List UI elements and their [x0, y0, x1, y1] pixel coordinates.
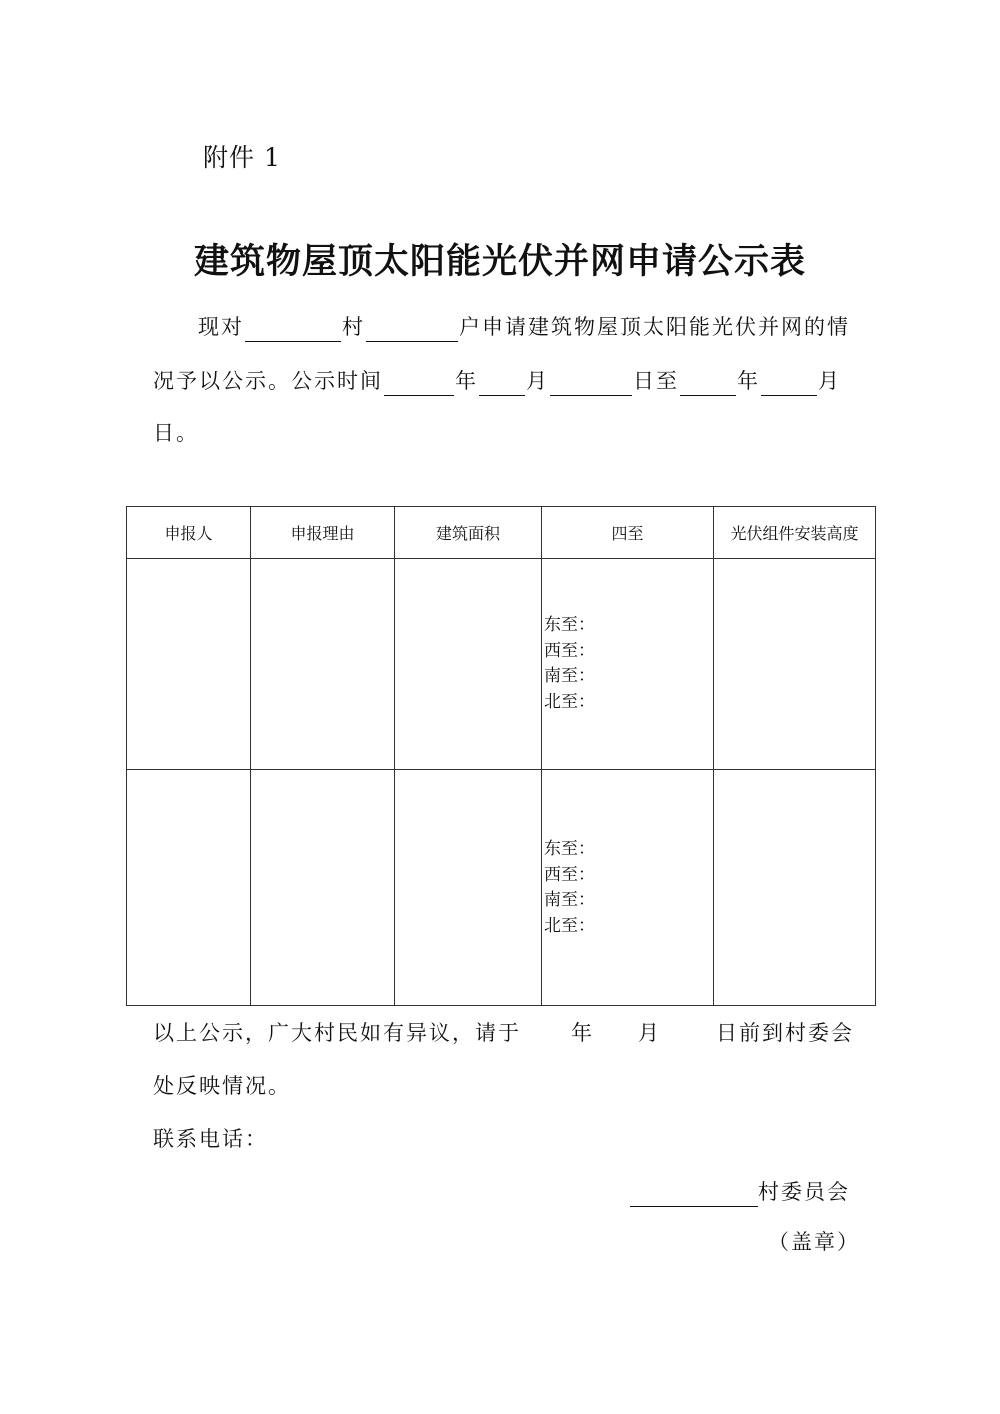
- west-boundary-label: 西至：: [544, 864, 595, 885]
- install-height-cell: [714, 559, 876, 770]
- table-row: [127, 559, 876, 770]
- header-applicant: 申报人: [127, 507, 251, 559]
- objection-year-label: 年: [571, 1021, 594, 1045]
- page-title: 建筑物屋顶太阳能光伏并网申请公示表: [193, 242, 806, 282]
- table-header-row: [127, 507, 876, 559]
- objection-line-1: [153, 1018, 521, 1048]
- reason-cell: [251, 770, 395, 1006]
- end-year-blank: [680, 371, 736, 396]
- intro-text: 村: [342, 315, 365, 339]
- start-day-blank: [550, 371, 632, 396]
- intro-line-3: [153, 418, 199, 448]
- south-boundary-label: 南至：: [544, 666, 595, 686]
- committee-label: 村委员会: [758, 1180, 850, 1204]
- building-area-cell: [395, 770, 542, 1006]
- start-year-blank: [384, 371, 454, 396]
- header-boundaries: 四至: [542, 507, 714, 559]
- objection-deadline-text: 日前到村委会: [716, 1021, 854, 1045]
- publicity-table: [126, 506, 876, 1006]
- install-height-cell: [714, 770, 876, 1006]
- household-blank: [366, 317, 458, 342]
- boundaries-cell: [542, 770, 714, 1006]
- table-row: [127, 770, 876, 1006]
- intro-text: 日至: [633, 369, 679, 393]
- intro-text: 现对: [198, 315, 244, 339]
- west-boundary-label: 西至：: [544, 640, 595, 661]
- applicant-cell: [127, 770, 251, 1006]
- village-blank: [245, 317, 341, 342]
- intro-text: 年: [455, 369, 478, 393]
- east-boundary-label: 东至：: [544, 615, 595, 635]
- committee-name-blank: [630, 1182, 758, 1207]
- building-area-cell: [395, 559, 542, 770]
- applicant-cell: [127, 559, 251, 770]
- intro-text: 户申请建筑物屋顶太阳能光伏并网的情: [459, 315, 850, 339]
- intro-text: 况予以公示。公示时间: [153, 369, 383, 393]
- north-boundary-label: 北至：: [544, 691, 595, 712]
- boundaries-cell: [542, 559, 714, 770]
- header-install-height: 光伏组件安装高度: [714, 507, 876, 559]
- objection-month-label: 月: [638, 1021, 661, 1045]
- attachment-label: 附件 1: [203, 143, 281, 172]
- intro-text: 日。: [153, 421, 199, 445]
- intro-text: 月: [818, 369, 841, 393]
- objection-line-2: 处反映情况。: [153, 1074, 291, 1098]
- intro-text: 月: [526, 369, 549, 393]
- east-boundary-label: 东至：: [544, 839, 595, 859]
- contact-phone-label: 联系电话：: [153, 1127, 268, 1151]
- objection-text: 以上公示，广大村民如有异议，请于: [153, 1021, 521, 1045]
- north-boundary-label: 北至：: [544, 915, 595, 936]
- header-reason: 申报理由: [251, 507, 395, 559]
- seal-label: （盖章）: [768, 1230, 860, 1254]
- header-building-area: 建筑面积: [395, 507, 542, 559]
- intro-line-2: [153, 366, 841, 396]
- end-month-blank: [761, 371, 817, 396]
- reason-cell: [251, 559, 395, 770]
- south-boundary-label: 南至：: [544, 890, 595, 910]
- intro-line-1: [198, 312, 850, 342]
- intro-text: 年: [737, 369, 760, 393]
- committee-line: [630, 1177, 850, 1207]
- start-month-blank: [479, 371, 525, 396]
